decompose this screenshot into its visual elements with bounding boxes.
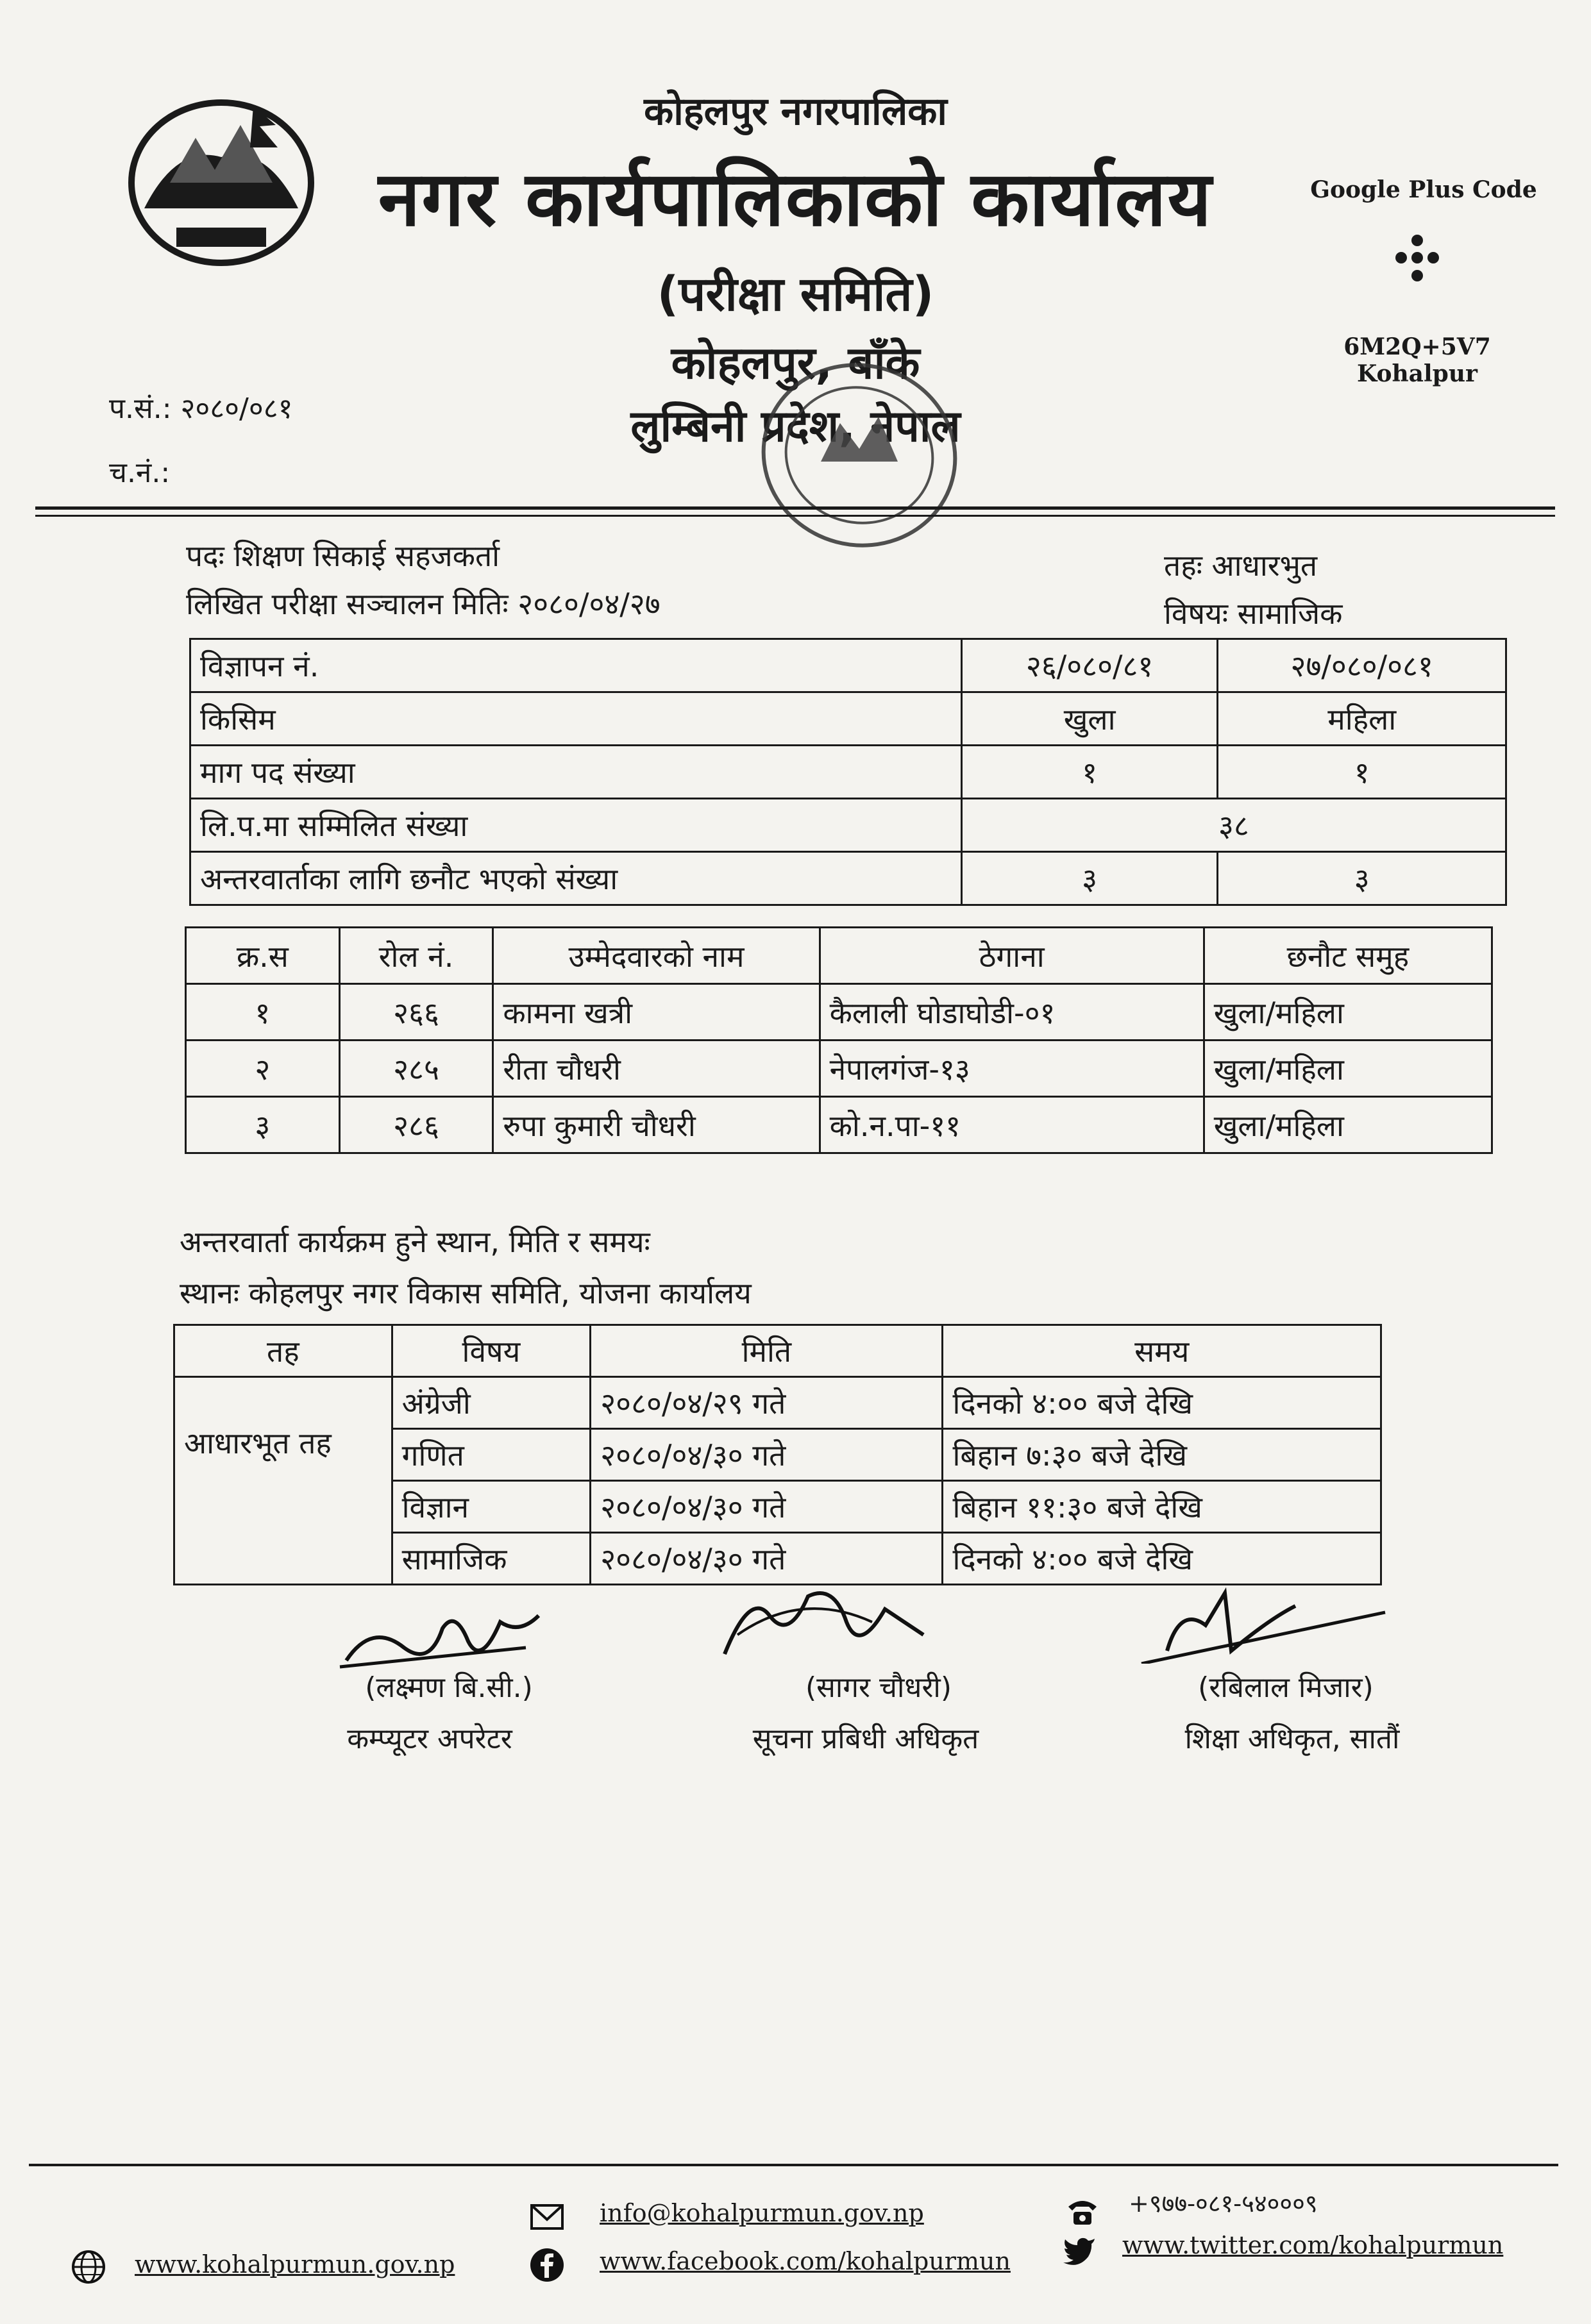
schedule-date: २०८०/०४/२९ गते	[591, 1377, 943, 1429]
candidate-address: नेपालगंज-१३	[820, 1041, 1204, 1097]
selection-group: खुला/महिला	[1204, 984, 1492, 1041]
column-header: मिति	[591, 1325, 943, 1377]
type-women: महिला	[1218, 692, 1506, 746]
globe-icon	[71, 2249, 106, 2285]
table-row	[190, 692, 1506, 746]
table-header-row	[186, 928, 1492, 984]
interview-schedule-table	[173, 1324, 1382, 1585]
schedule-time: बिहान ११:३० बजे देखि	[943, 1481, 1381, 1533]
signatory-name-1: (लक्ष्मण बि.सी.)	[365, 1671, 533, 1704]
shortlisted-open: ३	[961, 852, 1218, 905]
schedule-date: २०८०/०४/३० गते	[591, 1481, 943, 1533]
signatory-name-3: (रबिलाल मिजार)	[1198, 1671, 1374, 1704]
level-label: तहः आधारभुत	[1164, 548, 1318, 583]
advert-no-women: २७/०८०/०८१	[1218, 639, 1506, 692]
schedule-date: २०८०/०४/३० गते	[591, 1429, 943, 1481]
type-open: खुला	[961, 692, 1218, 746]
interview-heading: अन्तरवार्ता कार्यक्रम हुने स्थान, मिति र समयः	[180, 1225, 650, 1259]
table-row	[174, 1377, 1381, 1429]
schedule-date: २०८०/०४/३० गते	[591, 1533, 943, 1585]
mail-icon	[529, 2199, 565, 2235]
office-address: कोहलपुर, बाँके	[671, 337, 920, 389]
header-divider-thin	[35, 515, 1555, 517]
roll-no: २८६	[339, 1097, 493, 1153]
footer-divider	[29, 2164, 1558, 2166]
table-row	[190, 639, 1506, 692]
table-row	[186, 984, 1492, 1041]
website-link[interactable]: www.kohalpurmun.gov.np	[135, 2250, 455, 2278]
table-row	[190, 799, 1506, 852]
table-row	[186, 1097, 1492, 1153]
row-label: किसिम	[190, 692, 962, 746]
column-header: रोल नं.	[339, 928, 493, 984]
row-label: लि.प.मा सम्मिलित संख्या	[190, 799, 962, 852]
signature-2	[705, 1577, 975, 1660]
schedule-time: बिहान ७:३० बजे देखि	[943, 1429, 1381, 1481]
serial-no: २	[186, 1041, 340, 1097]
column-header: तह	[174, 1325, 392, 1377]
schedule-level: आधारभूत तह	[174, 1377, 392, 1585]
org-name-line1: कोहलपुर नगरपालिका	[644, 89, 947, 134]
participants-count: ३८	[961, 799, 1506, 852]
table-header-row	[174, 1325, 1381, 1377]
twitter-link[interactable]: www.twitter.com/kohalpurmun	[1122, 2231, 1504, 2259]
province-name: लुम्बिनी प्रदेश, नेपाल	[630, 401, 961, 452]
candidate-address: को.न.पा-११	[820, 1097, 1204, 1153]
candidate-name: रुपा कुमारी चौधरी	[493, 1097, 820, 1153]
candidate-name: रीता चौधरी	[493, 1041, 820, 1097]
office-stamp-icon	[725, 346, 968, 577]
exam-date: लिखित परीक्षा सञ्चालन मितिः २०८०/०४/२७	[186, 587, 661, 621]
schedule-time: दिनको ४:०० बजे देखि	[943, 1533, 1381, 1585]
schedule-subject: विज्ञान	[392, 1481, 591, 1533]
interview-venue: स्थानः कोहलपुर नगर विकास समिति, योजना कार्यालय	[180, 1276, 752, 1310]
post-label: पदः शिक्षण सिकाई सहजकर्ता	[186, 539, 500, 573]
column-header: क्र.स	[186, 928, 340, 984]
schedule-subject: सामाजिक	[392, 1533, 591, 1585]
serial-no: १	[186, 984, 340, 1041]
signatory-role-2: सूचना प्रबिधी अधिकृत	[752, 1723, 979, 1755]
email-link[interactable]: info@kohalpurmun.gov.np	[600, 2199, 924, 2227]
subject-label: विषयः सामाजिक	[1164, 596, 1343, 631]
table-row	[190, 852, 1506, 905]
row-label: माग पद संख्या	[190, 746, 962, 799]
reference-number: प.सं.: २०८०/०८१	[109, 392, 293, 425]
facebook-link[interactable]: www.facebook.com/kohalpurmun	[600, 2247, 1011, 2275]
schedule-time: दिनको ४:०० बजे देखि	[943, 1377, 1381, 1429]
table-row	[190, 746, 1506, 799]
summary-table	[189, 638, 1507, 906]
demand-women: १	[1218, 746, 1506, 799]
signatory-role-3: शिक्षा अधिकृत, सातौं	[1184, 1723, 1400, 1755]
advert-no-open: २६/०८०/८१	[961, 639, 1218, 692]
twitter-icon	[1061, 2231, 1097, 2267]
dispatch-number: च.नं.:	[109, 456, 171, 489]
schedule-subject: गणित	[392, 1429, 591, 1481]
office-title: नगर कार्यपालिकाको कार्यालय	[378, 155, 1213, 243]
facebook-icon	[529, 2247, 565, 2283]
row-label: विज्ञापन नं.	[190, 639, 962, 692]
header-divider	[35, 506, 1555, 510]
row-label: अन्तरवार्ताका लागि छनौट भएको संख्या	[190, 852, 962, 905]
serial-no: ३	[186, 1097, 340, 1153]
candidate-name: कामना खत्री	[493, 984, 820, 1041]
roll-no: २८५	[339, 1041, 493, 1097]
google-plus-code: 6M2Q+5V7 Kohalpur	[1343, 333, 1491, 387]
column-header: विषय	[392, 1325, 591, 1377]
column-header: ठेगाना	[820, 928, 1204, 984]
signatory-name-2: (सागर चौधरी)	[805, 1671, 952, 1704]
schedule-subject: अंग्रेजी	[392, 1377, 591, 1429]
candidate-address: कैलाली घोडाघोडी-०१	[820, 984, 1204, 1041]
plus-code-icon	[1379, 231, 1456, 288]
selection-group: खुला/महिला	[1204, 1097, 1492, 1153]
google-plus-code-title: Google Plus Code	[1310, 176, 1537, 203]
column-header: समय	[943, 1325, 1381, 1377]
committee-name: (परीक्षा समिति)	[657, 267, 934, 322]
column-header: उम्मेदवारको नाम	[493, 928, 820, 984]
candidates-table	[185, 926, 1493, 1154]
phone-number: +९७७-०८१-५४०००९	[1129, 2189, 1318, 2218]
phone-icon	[1065, 2193, 1100, 2228]
roll-no: २६६	[339, 984, 493, 1041]
column-header: छनौट समुह	[1204, 928, 1492, 984]
shortlisted-women: ३	[1218, 852, 1506, 905]
signatory-role-1: कम्प्यूटर अपरेटर	[347, 1723, 512, 1755]
signature-3	[1129, 1580, 1398, 1664]
demand-open: १	[961, 746, 1218, 799]
selection-group: खुला/महिला	[1204, 1041, 1492, 1097]
table-row	[186, 1041, 1492, 1097]
